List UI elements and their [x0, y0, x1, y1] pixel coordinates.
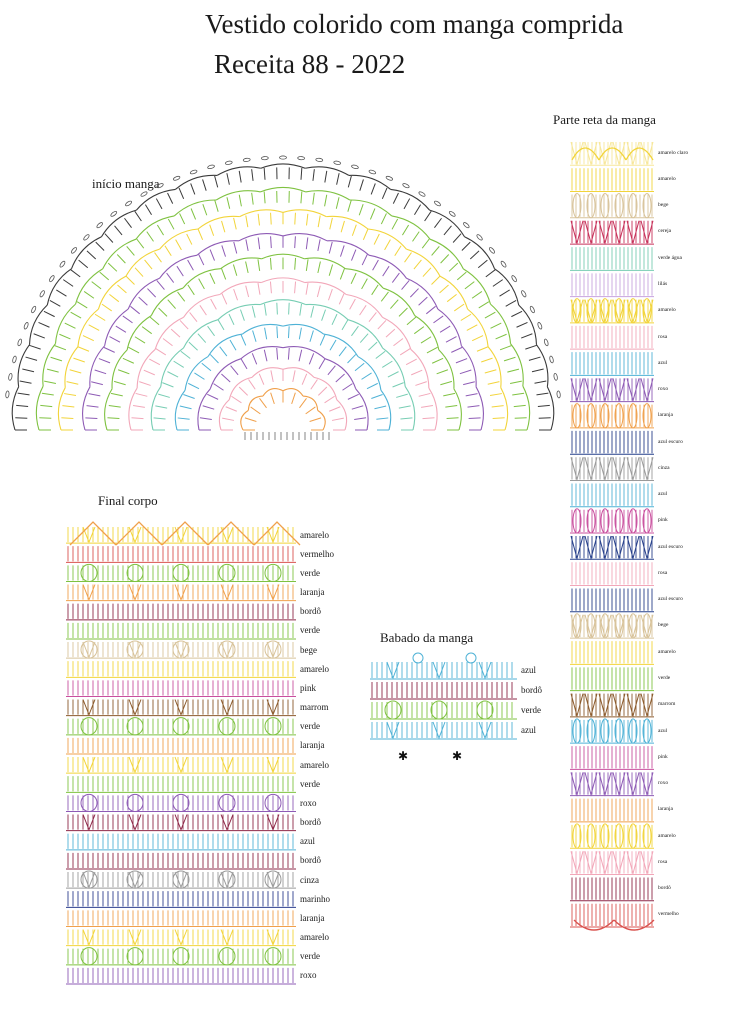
reta-v-motif	[599, 378, 611, 400]
reta-v-motif	[613, 772, 625, 794]
reta-v-motif	[613, 378, 625, 400]
reta-v-motif	[627, 457, 639, 479]
reta-v-motif	[599, 772, 611, 794]
reta-v-motif	[641, 536, 653, 558]
reta-v-motif	[627, 772, 639, 794]
reta-v-motif	[571, 457, 583, 479]
reta-row-label: marrom	[658, 701, 676, 708]
section-label-final-corpo: Final corpo	[98, 493, 158, 508]
reta-row-label: pink	[658, 517, 668, 524]
reta-row-label: azul escuro	[658, 438, 683, 445]
section-label-inicio-manga: início manga	[92, 176, 160, 191]
corpo-row-label: amarelo	[300, 932, 329, 943]
page-subtitle: Receita 88 - 2022	[214, 49, 406, 79]
reta-v-motif	[599, 142, 611, 164]
reta-row-label: cinza	[658, 464, 670, 471]
reta-row-label: amarelo	[658, 307, 676, 314]
reta-v-motif	[599, 851, 611, 873]
reta-row-label: vermelho	[658, 911, 679, 918]
reta-v-motif	[613, 851, 625, 873]
reta-row-label: bege	[658, 622, 669, 629]
reta-v-motif	[641, 221, 653, 243]
reta-v-motif	[585, 851, 597, 873]
reta-row-label: rosa	[658, 569, 668, 576]
corpo-row-label: roxo	[300, 970, 317, 981]
reta-v-motif	[613, 694, 625, 716]
reta-v-motif	[599, 457, 611, 479]
corpo-row-label: marinho	[300, 893, 330, 904]
reta-row-label: lilás	[658, 280, 668, 287]
corpo-row-label: bege	[300, 644, 317, 655]
corpo-row-label: bordô	[300, 606, 321, 617]
reta-row-label: laranja	[658, 412, 673, 419]
reta-v-motif	[585, 772, 597, 794]
reta-v-motif	[641, 694, 653, 716]
corpo-row-label: verde	[300, 951, 320, 962]
babado-row-label: azul	[521, 725, 536, 735]
reta-row-label: azul	[658, 727, 668, 734]
reta-v-motif	[585, 694, 597, 716]
reta-row-label: rosa	[658, 858, 668, 865]
reta-v-motif	[613, 142, 625, 164]
reta-row-label: cereja	[658, 228, 672, 235]
reta-v-motif	[613, 221, 625, 243]
reta-row-label: rosa	[658, 333, 668, 340]
corpo-row-label: vermelho	[300, 548, 334, 559]
reta-v-motif	[571, 536, 583, 558]
reta-v-motif	[627, 694, 639, 716]
reta-v-motif	[571, 378, 583, 400]
reta-v-motif	[571, 694, 583, 716]
reta-v-motif	[627, 536, 639, 558]
reta-row-label: laranja	[658, 806, 673, 813]
babado-star-marker: ✱	[398, 749, 409, 763]
corpo-row-label: bordô	[300, 817, 321, 828]
reta-v-motif	[641, 457, 653, 479]
corpo-row-label: azul	[300, 836, 315, 847]
reta-row-label: amarelo	[658, 175, 676, 182]
reta-v-motif	[599, 221, 611, 243]
section-label-babado-manga: Babado da manga	[380, 630, 474, 645]
reta-v-motif	[585, 378, 597, 400]
reta-v-motif	[627, 142, 639, 164]
reta-v-motif	[641, 851, 653, 873]
corpo-row-label: amarelo	[300, 663, 329, 674]
reta-row-label: roxo	[658, 780, 669, 787]
section-label-parte-reta: Parte reta da manga	[553, 112, 656, 127]
corpo-row-label: verde	[300, 721, 320, 732]
reta-v-motif	[599, 694, 611, 716]
corpo-row-label: amarelo	[300, 759, 329, 770]
reta-v-motif	[585, 536, 597, 558]
reta-v-motif	[641, 378, 653, 400]
corpo-row-label: verde	[300, 778, 320, 789]
corpo-row-label: roxo	[300, 797, 317, 808]
reta-v-motif	[641, 142, 653, 164]
reta-v-motif	[613, 536, 625, 558]
reta-v-motif	[599, 536, 611, 558]
reta-row-label: azul	[658, 359, 668, 366]
reta-v-motif	[627, 378, 639, 400]
reta-v-motif	[641, 772, 653, 794]
page-title: Vestido colorido com manga comprida	[205, 9, 624, 39]
reta-row-label: verde água	[658, 254, 682, 261]
reta-row-label: amarelo	[658, 832, 676, 839]
corpo-row-label: verde	[300, 625, 320, 636]
reta-row-label: bege	[658, 202, 669, 209]
reta-v-motif	[571, 851, 583, 873]
reta-v-motif	[585, 142, 597, 164]
reta-row-label: pink	[658, 753, 668, 760]
reta-v-motif	[613, 457, 625, 479]
reta-row-label: verde	[658, 674, 671, 681]
reta-row-label: amarelo claro	[658, 149, 689, 156]
babado-row-label: bordô	[521, 685, 542, 695]
babado-row-label: verde	[521, 705, 541, 715]
corpo-row-label: marrom	[300, 702, 329, 713]
reta-row-label: azul	[658, 491, 668, 498]
reta-row-label: bordô	[658, 885, 671, 892]
corpo-row-label: cinza	[300, 874, 319, 885]
reta-v-motif	[585, 221, 597, 243]
corpo-row-label: laranja	[300, 912, 325, 923]
corpo-row-label: verde	[300, 567, 320, 578]
babado-star-marker: ✱	[452, 749, 463, 763]
reta-row-label: azul escuro	[658, 596, 683, 603]
reta-v-motif	[627, 221, 639, 243]
reta-v-motif	[571, 772, 583, 794]
reta-row-label: amarelo	[658, 648, 676, 655]
corpo-row-label: bordô	[300, 855, 321, 866]
reta-row-label: roxo	[658, 386, 669, 393]
reta-v-motif	[571, 221, 583, 243]
reta-row-label: azul escuro	[658, 543, 683, 550]
reta-v-motif	[585, 457, 597, 479]
corpo-row-label: laranja	[300, 740, 325, 751]
corpo-row-label: amarelo	[300, 529, 329, 540]
corpo-row-label: laranja	[300, 587, 325, 598]
corpo-row-label: pink	[300, 682, 317, 693]
babado-row-label: azul	[521, 665, 536, 675]
reta-v-motif	[627, 851, 639, 873]
